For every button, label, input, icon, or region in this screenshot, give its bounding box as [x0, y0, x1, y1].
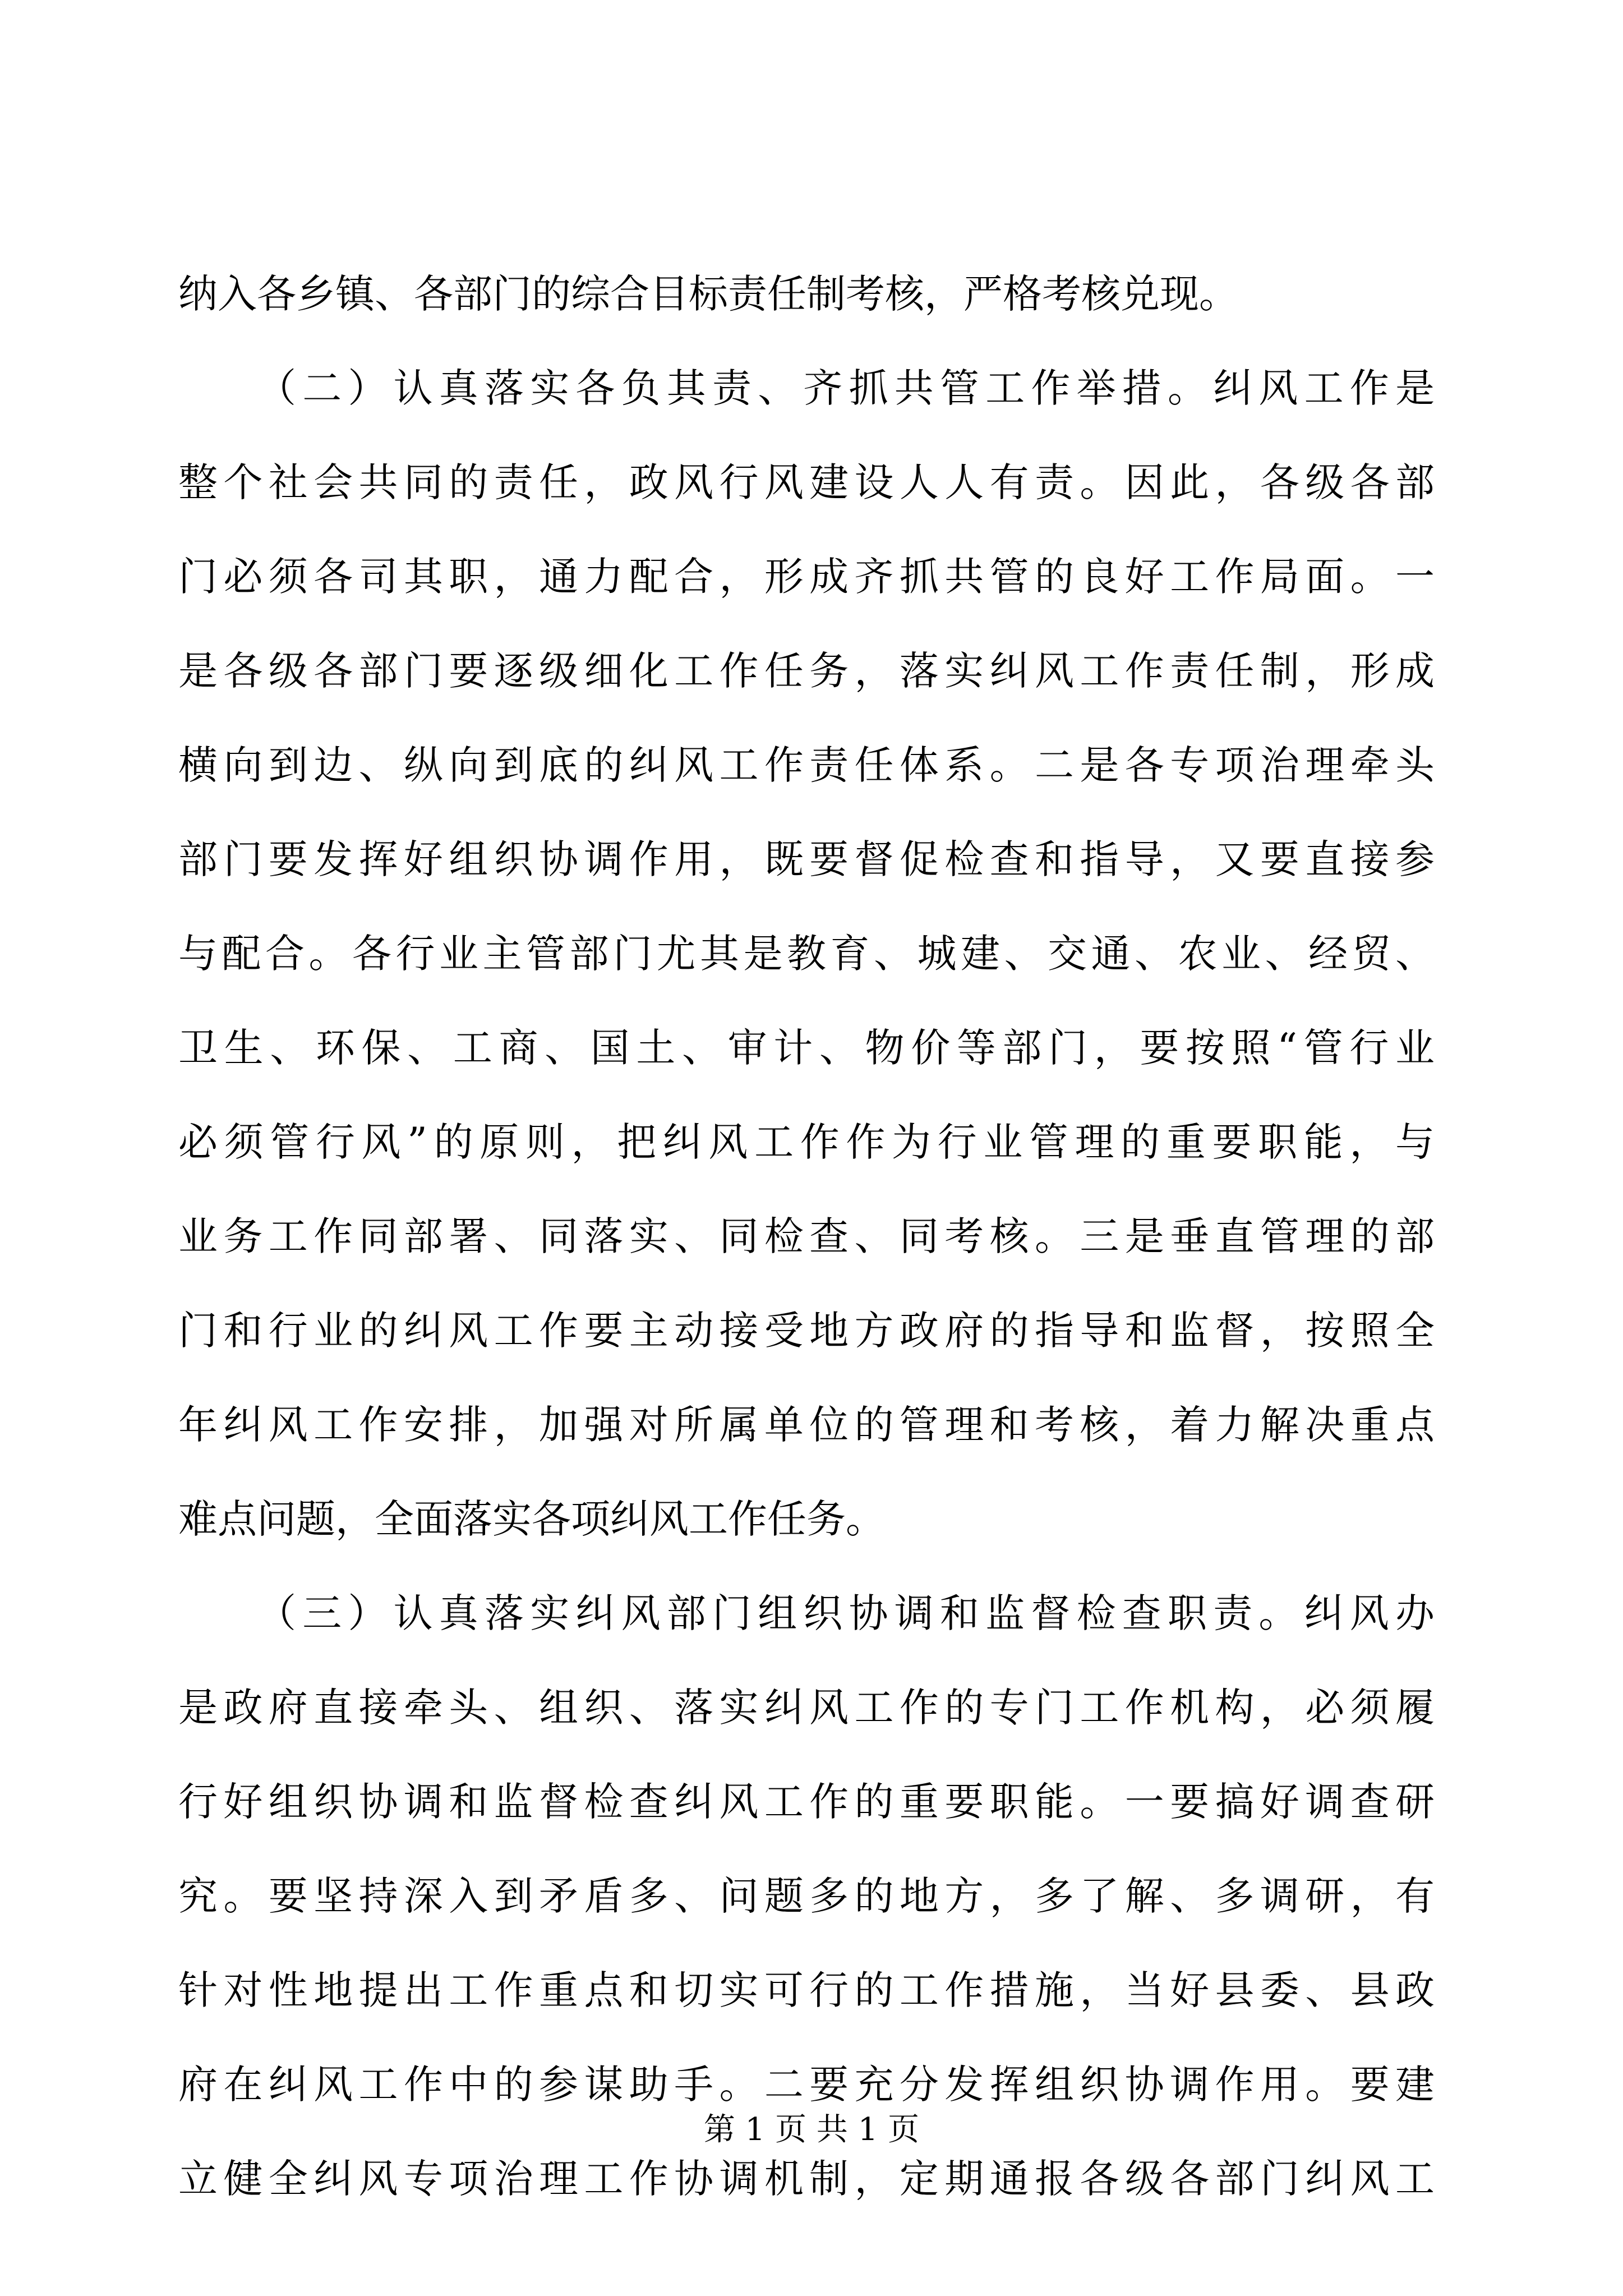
text-line: 横向到边、纵向到底的纠风工作责任体系。二是各专项治理牵头	[178, 742, 1435, 788]
text-line: 府在纠风工作中的参谋助手。二要充分发挥组织协调作用。要建	[178, 2062, 1435, 2108]
document-body	[178, 247, 1435, 2226]
text-line: 门和行业的纠风工作要主动接受地方政府的指导和监督，按照全	[178, 1308, 1435, 1354]
text-line: 难点问题，全面落实各项纠风工作任务。	[178, 1496, 885, 1542]
text-line: 是各级各部门要逐级细化工作任务，落实纠风工作责任制，形成	[178, 648, 1435, 694]
text-line: 立健全纠风专项治理工作协调机制，定期通报各级各部门纠风工	[178, 2156, 1435, 2202]
page-footer: 第 1 页 共 1 页	[703, 2111, 920, 2148]
text-line: 纳入各乡镇、各部门的综合目标责任制考核，严格考核兑现。	[178, 271, 1238, 317]
text-line: 针对性地提出工作重点和切实可行的工作措施，当好县委、县政	[178, 1967, 1435, 2013]
text-line: 卫生、环保、工商、国土、审计、物价等部门，要按照“管行业	[178, 1025, 1435, 1071]
text-line: （二）认真落实各负其责、齐抓共管工作举措。纠风工作是	[257, 365, 1435, 411]
text-line: 门必须各司其职，通力配合，形成齐抓共管的良好工作局面。一	[178, 554, 1435, 600]
text-line: （三）认真落实纠风部门组织协调和监督检查职责。纠风办	[257, 1590, 1435, 1636]
text-line: 年纠风工作安排，加强对所属单位的管理和考核，着力解决重点	[178, 1402, 1435, 1448]
text-line: 业务工作同部署、同落实、同检查、同考核。三是垂直管理的部	[178, 1213, 1435, 1259]
text-line: 行好组织协调和监督检查纠风工作的重要职能。一要搞好调查研	[178, 1779, 1435, 1825]
text-line: 必须管行风”的原则，把纠风工作作为行业管理的重要职能，与	[178, 1119, 1435, 1165]
text-line: 究。要坚持深入到矛盾多、问题多的地方，多了解、多调研，有	[178, 1873, 1435, 1919]
text-line: 是政府直接牵头、组织、落实纠风工作的专门工作机构，必须履	[178, 1685, 1435, 1731]
text-line: 与配合。各行业主管部门尤其是教育、城建、交通、农业、经贸、	[178, 931, 1435, 977]
text-line: 整个社会共同的责任，政风行风建设人人有责。因此，各级各部	[178, 459, 1435, 505]
text-line: 部门要发挥好组织协调作用，既要督促检查和指导，又要直接参	[178, 836, 1435, 882]
